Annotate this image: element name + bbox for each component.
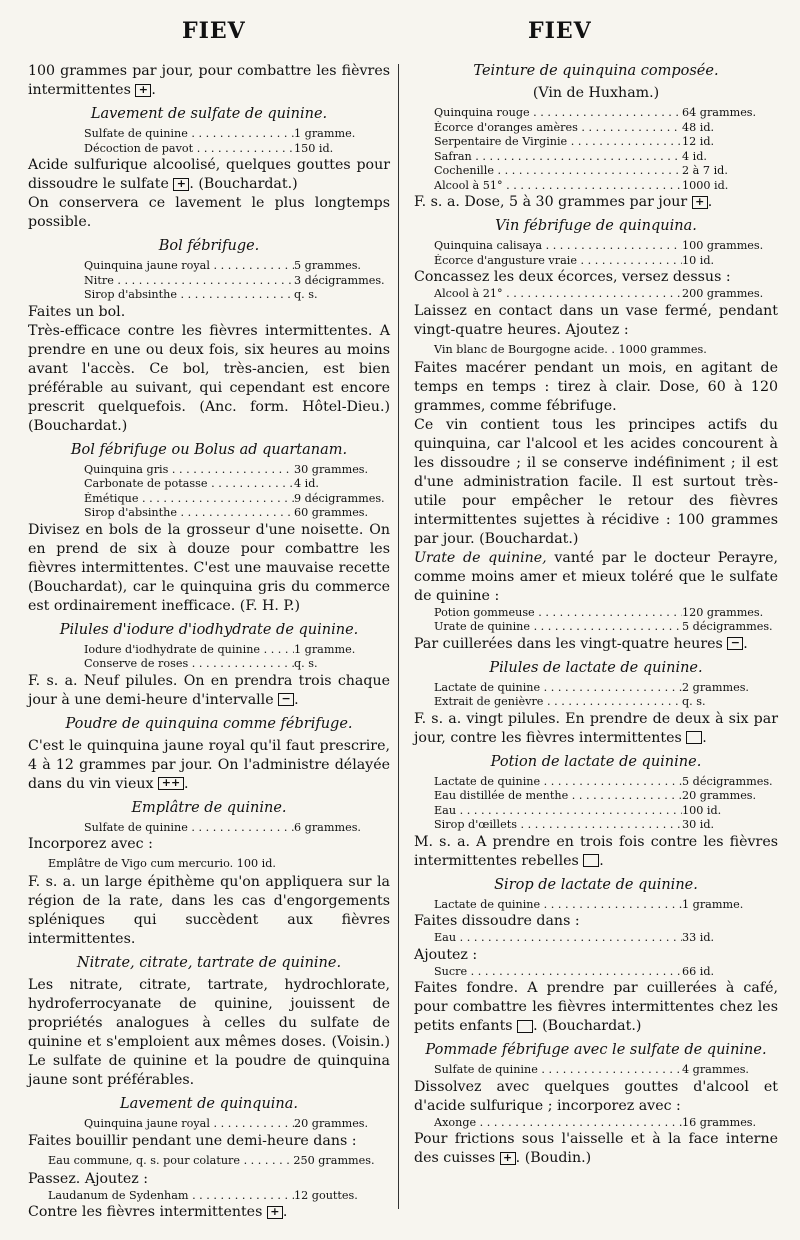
ingredient-quantity: 5 décigrammes. <box>682 774 773 788</box>
ingredient-name: Safran . . . <box>434 150 682 165</box>
ingredient-list <box>414 931 778 946</box>
ingredient-list <box>28 127 390 156</box>
paragraph: Ajoutez : <box>414 946 478 963</box>
paragraph: F. s. a. vingt pilules. En prendre de deux à six par jour, contre les fièvres intermittentes . <box>414 710 778 746</box>
ingredient-quantity: 66 id. <box>682 964 715 978</box>
ingredient-name: Extrait de genièvre . . . <box>434 695 682 710</box>
ingredient-name: Décoction de pavot . . . <box>84 142 294 157</box>
ingredient-row <box>84 506 390 521</box>
recipe-title: Nitrate, citrate, tartrate de quinine. <box>76 955 342 971</box>
ingredient-row <box>434 898 778 913</box>
ingredient-row <box>434 681 778 696</box>
ingredient-row <box>434 106 778 121</box>
ingredient-row <box>434 135 778 150</box>
paragraph: Divisez en bols de la grosseur d'une noisette. On en prend de six à douze pour combattre les fièvres intermittentes. C'est une mauvaise recette (Bouchardat), car le quinquina gris du commerce est ordinairement inefficace. (F. H. P.) <box>28 521 390 614</box>
recipe-title: Vin fébrifuge de quinquina. <box>495 218 697 234</box>
ingredient-row <box>434 179 778 194</box>
ingredient-list <box>28 259 390 303</box>
activity-plus-mark: + <box>267 1206 283 1219</box>
ingredient-quantity: 5 décigrammes. <box>682 620 773 633</box>
ingredient-quantity: 2 grammes. <box>682 680 749 694</box>
paragraph: On conservera ce lavement le plus longtemps possible. <box>28 195 390 230</box>
ingredient-name: Urate de quinine . . . <box>434 620 682 635</box>
ingredient-quantity: 100 grammes. <box>682 239 764 252</box>
ingredient-name: Axonge . . . <box>434 1116 682 1131</box>
ingredient-quantity: 200 grammes. <box>682 287 764 300</box>
paragraph: Ce vin contient tous les principes actifs du quinquina, car l'alcool et les acides concourent à les dissoudre ; il se conserve indéfiniment ; il est d'une administration facile. Il est surtout très-utile pour empêcher le retour des fièvres intermittentes sujettes à récidive : 100 grammes par jour. (Bouchardat.) <box>414 416 778 547</box>
ingredient-list <box>28 1117 390 1132</box>
ingredient-name: Eau distillée de menthe . . . <box>434 789 682 804</box>
ingredient-list <box>414 239 778 268</box>
ingredient-row <box>84 288 390 303</box>
ingredient-quantity: 2 à 7 id. <box>682 164 728 177</box>
ingredient-row <box>434 775 778 790</box>
ingredient-row <box>84 492 390 507</box>
ingredient-row <box>84 657 390 672</box>
ingredient-list <box>414 606 778 635</box>
ingredient-row <box>434 606 778 621</box>
ingredient-quantity: 30 grammes. <box>294 462 369 476</box>
ingredient-quantity: 1 gramme. <box>294 642 356 656</box>
ingredient-row <box>434 164 778 179</box>
ingredient-line: Eau commune, q. s. pour colature . . . . . . . 250 grammes. <box>48 1153 375 1167</box>
recipe-title: Lavement de sulfate de quinine. <box>90 106 328 122</box>
ingredient-row <box>84 142 390 157</box>
ingredient-quantity: 16 grammes. <box>682 1115 757 1129</box>
ingredient-quantity: 5 grammes. <box>294 259 361 272</box>
recipe-title: Pilules d'iodure d'iodhydrate de quinine. <box>59 621 359 638</box>
ingredient-name: Nitre . . . <box>84 274 294 289</box>
ingredient-name: Laudanum de Sydenham . . . <box>48 1189 294 1204</box>
ingredient-quantity: 20 grammes. <box>682 789 757 802</box>
recipe-title: Lavement de quinquina. <box>119 1096 299 1112</box>
paragraph: F. s. a. Dose, 5 à 30 grammes par jour + . <box>414 194 713 210</box>
ingredient-row <box>434 150 778 165</box>
ingredient-list <box>28 643 390 672</box>
ingredient-row <box>434 931 778 946</box>
paragraph: Concassez les deux écorces, versez dessus : <box>414 269 731 285</box>
ingredient-name: Sulfate de quinine . . . <box>84 127 294 142</box>
ingredient-quantity: 60 grammes. <box>294 506 369 519</box>
ingredient-row <box>434 804 778 819</box>
ingredient-quantity: 1 gramme. <box>682 897 744 911</box>
activity-empty-mark <box>583 854 599 867</box>
ingredient-name: Carbonate de potasse . . . <box>84 477 294 492</box>
ingredient-quantity: q. s. <box>294 288 318 301</box>
ingredient-quantity: q. s. <box>294 657 318 670</box>
ingredient-row <box>434 239 778 254</box>
activity-plus-mark: + <box>500 1152 516 1165</box>
ingredient-list <box>28 1189 390 1204</box>
ingredient-name: Sirop d'œillets . . . <box>434 818 682 833</box>
ingredient-name: Quinquina gris . . . <box>84 463 294 478</box>
ingredient-line: Vin blanc de Bourgogne acide. . 1000 grammes. <box>434 342 707 356</box>
ingredient-name: Alcool à 21° . . . <box>434 287 682 302</box>
ingredient-quantity: 1 gramme. <box>294 127 356 140</box>
ingredient-list <box>414 898 778 913</box>
ingredient-list <box>28 821 390 836</box>
ingredient-line: Emplâtre de Vigo cum mercurio. 100 id. <box>48 857 276 870</box>
ingredient-quantity: 48 id. <box>682 120 715 134</box>
paragraph: Faites dissoudre dans : <box>414 913 580 929</box>
paragraph: Faites un bol. <box>28 303 126 320</box>
ingredient-name: Sucre . . . <box>434 965 682 980</box>
ingredient-name: Eau . . . <box>434 804 682 819</box>
recipe-title: Emplâtre de quinine. <box>131 799 287 816</box>
ingredient-row <box>434 121 778 136</box>
paragraph: Incorporez avec : <box>28 836 153 852</box>
ingredient-quantity: 12 gouttes. <box>294 1188 358 1202</box>
paragraph: Acide sulfurique alcoolisé, quelques gouttes pour dissoudre le sulfate + . (Bouchardat.) <box>28 157 390 192</box>
ingredient-name: Sulfate de quinine . . . <box>434 1063 682 1078</box>
ingredient-name: Sirop d'absinthe . . . <box>84 506 294 521</box>
ingredient-quantity: 20 grammes. <box>294 1117 369 1130</box>
ingredient-quantity: 1000 id. <box>682 178 729 192</box>
ingredient-row <box>434 287 778 302</box>
paragraph: Dissolvez avec quelques gouttes d'alcool et d'acide sulfurique ; incorporez avec : <box>414 1078 778 1114</box>
activity-plus-mark: + <box>135 84 151 97</box>
ingredient-row <box>434 965 778 980</box>
ingredient-list <box>414 106 778 193</box>
ingredient-row <box>434 1116 778 1131</box>
ingredient-row <box>84 1117 390 1132</box>
paragraph: Faites macérer pendant un mois, en agitant de temps en temps : tirez à clair. Dose, 60 à 120 grammes, comme fébrifuge. <box>414 359 778 414</box>
paragraph: Faites fondre. A prendre par cuillerées à café, pour combattre les fièvres intermittentes chez les petits enfants . (Bouchardat.) <box>414 980 778 1034</box>
ingredient-name: Émétique . . . <box>84 492 294 507</box>
ingredient-quantity: 64 grammes. <box>682 106 757 119</box>
paragraph: Urate de quinine, vanté par le docteur Perayre, comme moins amer et mieux toléré que le sulfate de quinine : <box>414 549 778 604</box>
recipe-title: Bol fébrifuge. <box>158 238 260 254</box>
paragraph: M. s. a. A prendre en trois fois contre les fièvres intermittentes rebelles . <box>414 833 778 869</box>
ingredient-row <box>84 821 390 836</box>
ingredient-quantity: 120 grammes. <box>682 605 764 619</box>
ingredient-name: Cochenille . . . <box>434 164 682 179</box>
ingredient-quantity: q. s. <box>682 695 706 708</box>
recipe-title: Bol fébrifuge ou Bolus ad quartanam. <box>70 441 348 458</box>
paragraph: Faites bouillir pendant une demi-heure dans : <box>28 1132 357 1149</box>
ingredient-quantity: 150 id. <box>294 141 334 155</box>
paragraph: Par cuillerées dans les vingt-quatre heures − . <box>414 635 748 652</box>
paragraph: Contre les fièvres intermittentes + . <box>28 1204 288 1220</box>
recipe-title: Sirop de lactate de quinine. <box>494 876 698 893</box>
activity-plus-mark: + <box>173 178 189 191</box>
paragraph: 100 grammes par jour, pour combattre les fièvres intermittentes + . <box>28 63 390 98</box>
right-running-head: FIEV <box>528 18 592 44</box>
ingredient-row <box>84 127 390 142</box>
paragraph: C'est le quinquina jaune royal qu'il faut prescrire, 4 à 12 grammes par jour. On l'administre délayée dans du vin vieux ++ . <box>28 737 390 792</box>
ingredient-name: Lactate de quinine . . . <box>434 681 682 696</box>
right-column <box>414 62 778 1168</box>
ingredient-quantity: 3 décigrammes. <box>294 273 385 287</box>
paragraph: Les nitrate, citrate, tartrate, hydrochlorate, hydroferrocyanate de quinine, jouissent de propriétés analogues à celles du sulfate de quinine et s'emploient aux mêmes doses. (Voisin.) Le sulfate de quinine et la poudre de quinquina jaune sont préférables. <box>28 977 390 1088</box>
paragraph: Pour frictions sous l'aisselle et à la face interne des cuisses + . (Boudin.) <box>414 1131 778 1166</box>
activity-double-plus-mark: ++ <box>158 777 184 790</box>
ingredient-row <box>434 620 778 635</box>
ingredient-name: Eau . . . <box>434 931 682 946</box>
ingredient-name: Quinquina calisaya . . . <box>434 239 682 254</box>
ingredient-row <box>84 463 390 478</box>
ingredient-row <box>84 274 390 289</box>
recipe-title: Pilules de lactate de quinine. <box>489 659 703 676</box>
ingredient-quantity: 30 id. <box>682 818 715 831</box>
ingredient-row <box>84 477 390 492</box>
paragraph: F. s. a. un large épithème qu'on appliquera sur la région de la rate, dans les cas d'engorgements spléniques qui succèdent aux fièvres intermittentes. <box>28 874 390 947</box>
ingredient-list <box>414 1116 778 1131</box>
ingredient-name: Quinquina jaune royal . . . <box>84 1117 294 1132</box>
ingredient-list <box>414 681 778 710</box>
paragraph: Très-efficace contre les fièvres intermittentes. A prendre en une ou deux fois, six heures au moins avant l'accès. Ce bol, très-ancien, est bien préférable au suivant, qui cependant est encore prescrit quelquefois. (Anc. form. Hôtel-Dieu.) (Bouchardat.) <box>28 322 390 434</box>
activity-empty-mark <box>686 731 702 744</box>
ingredient-name: Sirop d'absinthe . . . <box>84 288 294 303</box>
recipe-title: Teinture de quinquina composée. <box>473 63 719 79</box>
ingredient-quantity: 10 id. <box>682 253 715 267</box>
recipe-title: Poudre de quinquina comme fébrifuge. <box>65 715 353 732</box>
paragraph: F. s. a. Neuf pilules. On en prendra trois chaque jour à une demi-heure d'intervalle − . <box>28 672 390 708</box>
ingredient-row <box>434 789 778 804</box>
ingredient-name: Quinquina rouge . . . <box>434 106 682 121</box>
ingredient-list <box>414 965 778 980</box>
paragraph: Laissez en contact dans un vase fermé, pendant vingt-quatre heures. Ajoutez : <box>414 302 778 338</box>
ingredient-name: Potion gommeuse . . . <box>434 606 682 621</box>
recipe-title: Pommade fébrifuge avec le sulfate de quinine. <box>425 1042 767 1058</box>
ingredient-row <box>434 254 778 269</box>
ingredient-quantity: 33 id. <box>682 931 715 944</box>
ingredient-row <box>84 259 390 274</box>
left-running-head: FIEV <box>182 18 246 44</box>
paragraph: Passez. Ajoutez : <box>28 1170 149 1187</box>
recipe-subtitle: (Vin de Huxham.) <box>532 85 660 101</box>
ingredient-name: Alcool à 51° . . . <box>434 179 682 194</box>
ingredient-name: Iodure d'iodhydrate de quinine . . . <box>84 643 294 658</box>
ingredient-quantity: 6 grammes. <box>294 820 361 834</box>
ingredient-row <box>434 695 778 710</box>
ingredient-quantity: 4 id. <box>682 149 707 163</box>
ingredient-list <box>414 775 778 833</box>
ingredient-row <box>434 818 778 833</box>
column-divider <box>398 64 399 1209</box>
ingredient-row <box>434 1063 778 1078</box>
ingredient-name: Serpentaire de Virginie . . . <box>434 135 682 150</box>
ingredient-list <box>414 1063 778 1078</box>
ingredient-name: Sulfate de quinine . . . <box>84 821 294 836</box>
ingredient-row <box>48 1189 390 1204</box>
ingredient-quantity: 12 id. <box>682 135 715 148</box>
ingredient-name: Conserve de roses . . . <box>84 657 294 672</box>
ingredient-list <box>414 287 778 302</box>
activity-plus-mark: + <box>692 196 708 209</box>
ingredient-quantity: 4 grammes. <box>682 1063 749 1076</box>
ingredient-list <box>28 463 390 521</box>
ingredient-quantity: 100 id. <box>682 803 722 817</box>
ingredient-row <box>84 643 390 658</box>
ingredient-name: Écorce d'angusture vraie . . . <box>434 254 682 269</box>
ingredient-name: Écorce d'oranges amères . . . <box>434 121 682 136</box>
ingredient-name: Lactate de quinine . . . <box>434 775 682 790</box>
recipe-title: Potion de lactate de quinine. <box>490 753 702 770</box>
ingredient-name: Lactate de quinine . . . <box>434 898 682 913</box>
activity-empty-mark <box>517 1020 533 1033</box>
activity-minus-mark: − <box>278 693 294 706</box>
ingredient-quantity: 4 id. <box>294 477 319 490</box>
ingredient-name: Quinquina jaune royal . . . <box>84 259 294 274</box>
ingredient-quantity: 9 décigrammes. <box>294 491 385 505</box>
activity-minus-mark: − <box>727 637 743 650</box>
left-column <box>28 62 390 1222</box>
